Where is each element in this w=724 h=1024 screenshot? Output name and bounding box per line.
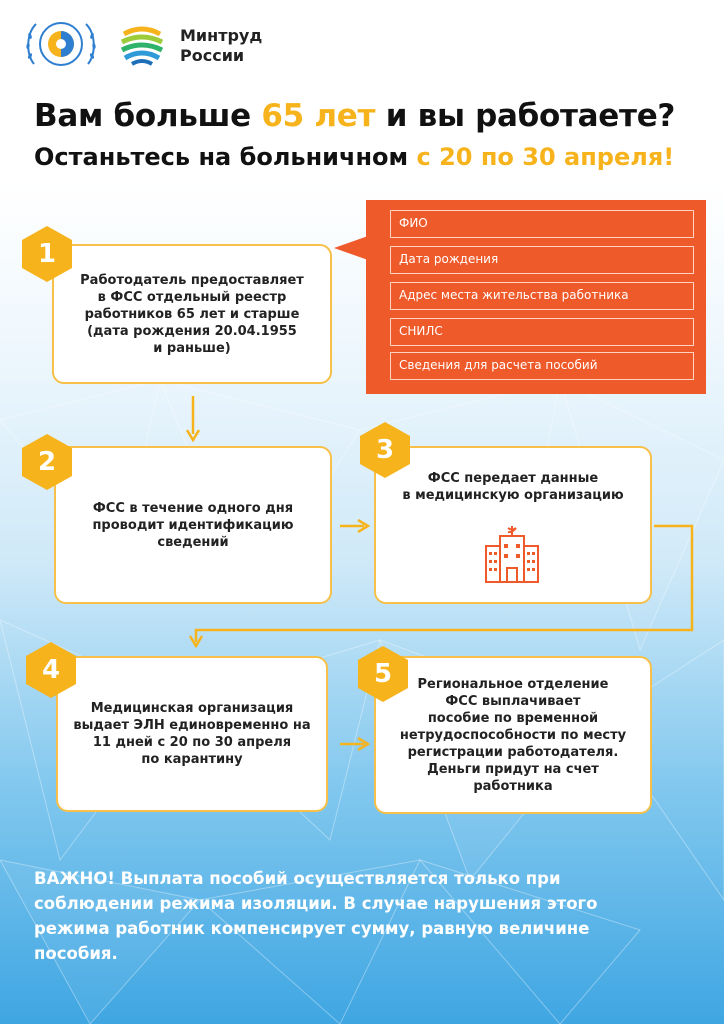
step-5-line: нетрудоспособности по месту	[399, 727, 627, 743]
mintrud-logo-icon	[118, 20, 166, 68]
page-title	[34, 98, 675, 134]
important-line: ВАЖНО! Выплата пособий осуществляется только при	[34, 869, 561, 888]
step-2-line: ФСС в течение одного дня	[92, 500, 294, 516]
step-5-badge	[354, 644, 412, 704]
step-1-line: работников 65 лет и старше	[84, 306, 300, 322]
step-5-line: Региональное отделение	[417, 676, 609, 692]
step-3-text	[402, 470, 623, 504]
callout-pointer	[334, 236, 368, 260]
step-4-line: 11 дней с 20 по 30 апреля	[92, 735, 292, 750]
step-5-number: 5	[373, 659, 393, 689]
page-subtitle	[34, 143, 674, 171]
step-4-line: по карантину	[141, 752, 243, 767]
arrow-right-icon	[340, 737, 370, 751]
step-3-line: в медицинскую организацию	[402, 488, 624, 503]
step-1-text	[80, 272, 304, 357]
registry-field: ФИО	[390, 210, 694, 238]
step-5-line: ФСС выплачивает	[445, 693, 581, 709]
registry-field: Сведения для расчета пособий	[390, 352, 694, 380]
registry-field: Дата рождения	[390, 246, 694, 274]
step-3-number: 3	[375, 435, 395, 465]
step-3-badge	[356, 420, 414, 480]
important-line: пособия.	[34, 944, 118, 963]
arrow-down-icon	[186, 396, 200, 442]
mintrud-line2: России	[180, 46, 245, 65]
important-line: режима работник компенсирует сумму, равную величине	[34, 919, 590, 938]
connector-arrow-icon	[184, 524, 696, 648]
step-4-number: 4	[41, 655, 61, 685]
step-1-line: в ФСС отдельный реестр	[97, 289, 287, 305]
title-line1-part2: и вы работаете?	[375, 98, 676, 134]
step-5-line: регистрации работодателя.	[407, 744, 619, 760]
step-5-line: Деньги придут на счет	[427, 761, 599, 777]
step-2-number: 2	[37, 447, 57, 477]
title-line1-part1: Вам больше	[34, 98, 262, 134]
step-4-text	[73, 700, 310, 768]
step-2-badge	[18, 432, 76, 492]
title-line2-accent: с 20 по 30 апреля!	[416, 143, 675, 171]
step-5-text	[400, 676, 626, 795]
mintrud-name	[180, 26, 262, 66]
fss-emblem-icon	[22, 16, 100, 72]
step-1-line: (дата рождения 20.04.1955	[87, 323, 297, 339]
registry-field: Адрес места жительства работника	[390, 282, 694, 310]
step-1-number: 1	[37, 239, 57, 269]
step-4-badge	[22, 640, 80, 700]
step-1-line: Работодатель предоставляет	[80, 272, 304, 288]
step-3-line: ФСС передает данные	[427, 471, 599, 486]
registry-field: СНИЛС	[390, 318, 694, 346]
step-5-card	[374, 656, 652, 814]
step-1-badge	[18, 224, 76, 284]
step-4-card	[56, 656, 328, 812]
step-1-line: и раньше)	[153, 340, 231, 356]
step-5-line: работника	[473, 778, 553, 794]
step-4-line: выдает ЭЛН единовременно на	[73, 718, 311, 733]
mintrud-line1: Минтруд	[180, 26, 263, 45]
step-2-line: проводит идентификацию	[92, 517, 294, 533]
step-2-line: сведений	[157, 534, 229, 550]
registry-fields-panel	[366, 200, 706, 394]
step-4-line: Медицинская организация	[90, 701, 294, 716]
title-line1-accent: 65 лет	[261, 98, 376, 134]
important-line: соблюдении режима изоляции. В случае нарушения этого	[34, 894, 598, 913]
step-1-card	[52, 244, 332, 384]
step-5-line: пособие по временной	[427, 710, 599, 726]
title-line2-part1: Останьтесь на больничном	[34, 143, 417, 171]
important-note	[34, 866, 694, 966]
